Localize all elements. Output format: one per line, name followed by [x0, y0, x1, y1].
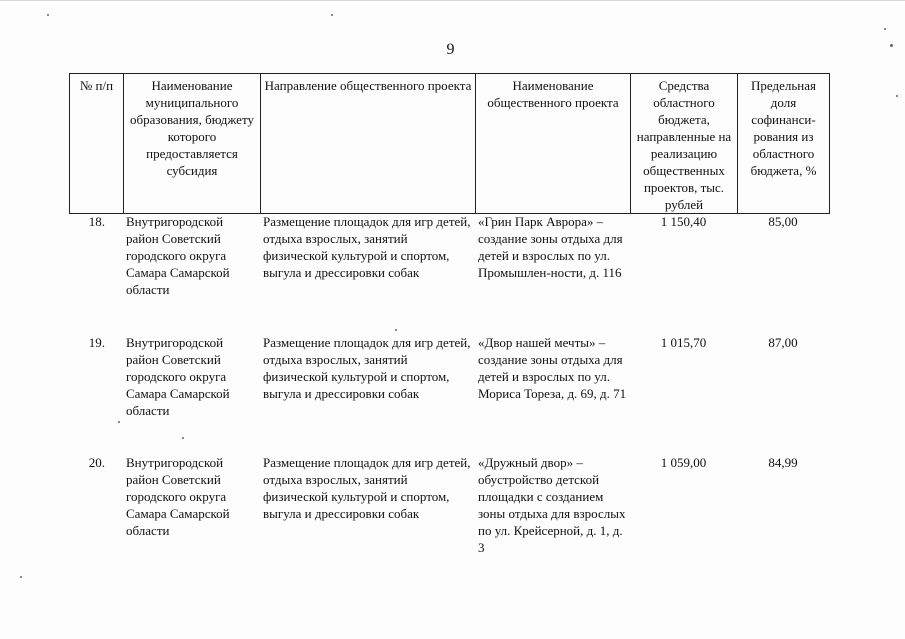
- row-municipality: Внутригородской район Советский городского округа Самара Самарской области: [126, 455, 230, 538]
- row-number: 19.: [88, 335, 105, 350]
- row-direction: Размещение площадок для игр детей, отдыха взрослых, занятий физической культурой и спортом, выгула и дрессировки собак: [263, 455, 471, 521]
- scan-speck: [118, 421, 120, 423]
- table-row: [69, 454, 829, 556]
- scan-speck: [182, 437, 184, 439]
- row-share: 85,00: [768, 214, 798, 229]
- row-direction: Размещение площадок для игр детей, отдыха взрослых, занятий физической культурой и спортом, выгула и дрессировки собак: [263, 335, 471, 401]
- row-number: 20.: [88, 455, 105, 470]
- row-municipality: Внутригородской район Советский городского округа Самара Самарской области: [126, 335, 230, 418]
- row-share: 84,99: [768, 455, 798, 470]
- scan-speck: [884, 28, 886, 30]
- table-header: [69, 73, 830, 214]
- scan-speck: [331, 14, 333, 16]
- scan-speck: [20, 576, 22, 578]
- table-row: [69, 213, 829, 334]
- scan-speck: [47, 14, 49, 16]
- row-project: «Грин Парк Аврора» – создание зоны отдыха для детей и взрослых по ул. Промышлен-ности, д. 116: [478, 214, 623, 280]
- table-body: [69, 213, 829, 556]
- row-share: 87,00: [768, 335, 798, 350]
- table-row: [69, 334, 829, 454]
- header-direction: Направление общественного проекта: [261, 74, 476, 214]
- row-municipality: Внутригородской район Советский городского округа Самара Самарской области: [126, 214, 230, 297]
- scan-speck: [896, 95, 898, 97]
- header-number: № п/п: [70, 74, 124, 214]
- header-project: Наименование общественного проекта: [476, 74, 631, 214]
- scan-speck: [395, 329, 397, 331]
- page-number: 9: [446, 41, 455, 58]
- header-municipality: Наименование муниципального образования, бюджету которого предоставляется субсидия: [124, 74, 261, 214]
- header-share: Предельная доля софинанси-рования из областного бюджета, %: [738, 74, 830, 214]
- scan-edge: [0, 0, 905, 1]
- row-funds: 1 015,70: [660, 335, 707, 350]
- row-funds: 1 150,40: [660, 214, 707, 229]
- scan-speck: [890, 44, 893, 47]
- row-direction: Размещение площадок для игр детей, отдыха взрослых, занятий физической культурой и спортом, выгула и дрессировки собак: [263, 214, 471, 280]
- header-funds: Средства областного бюджета, направленные на реализацию общественных проектов, тыс. рублей: [631, 74, 738, 214]
- row-project: «Дружный двор» – обустройство детской площадки с созданием зоны отдыха для взрослых по ул. Крейсерной, д. 1, д. 3: [478, 455, 626, 555]
- row-funds: 1 059,00: [660, 455, 707, 470]
- row-number: 18.: [88, 214, 105, 229]
- row-project: «Двор нашей мечты» – создание зоны отдыха для детей и взрослых по ул. Мориса Тореза, д. 69, д. 71: [478, 335, 627, 401]
